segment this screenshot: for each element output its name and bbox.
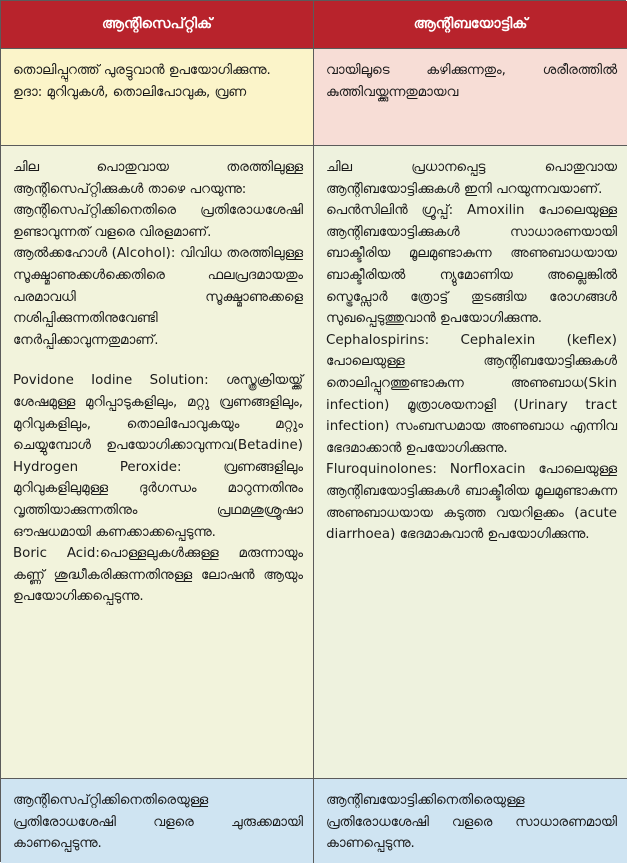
types-antibiotic-penicillin: പെൻസിലിൻ ഗ്രൂപ്പ്: Amoxilin പോലെയുള്ള ആന്റിബയോട്ടിക്കുകൾ സാധാരണയായി ബാക്ടീരിയ മൂലമുണ്ടാകുന്ന അണുബാധയായ ബാക്ടീരിയൽ ന്യുമോണിയ അല്ലെങ്കിൽ സ്ട്രെപ്സോർ ത്രോട്ട് തുടങ്ങിയ രോഗങ്ങൾ സുഖപ്പെടുത്തുവാൻ ഉപയോഗിക്കുന്നു. xyxy=(326,203,617,327)
types-antiseptic-intro: ചില പൊതുവായ തരത്തിലുള്ള ആന്റിസെപ്റ്റിക്കുകൾ താഴെ പറയുന്നു: xyxy=(13,160,303,197)
paragraph-gap xyxy=(13,351,303,370)
usage-antibiotic-cell xyxy=(314,49,627,146)
resistance-antiseptic-cell xyxy=(1,779,314,863)
usage-antiseptic-cell xyxy=(1,49,314,146)
usage-antibiotic-text: വായിലൂടെ കഴിക്കുന്നതും, ശരീരത്തിൽ കുത്തിവയ്ക്കുന്നതുമായവ xyxy=(326,63,617,100)
types-antibiotic-cephalosporins: Cephalospirins: Cephalexin (keflex) പോലെയുള്ള ആന്റിബയോട്ടിക്കുകൾ തൊലിപ്പുറത്തുണ്ടാകുന്ന അണുബാധ(Skin infection) മൂത്രാശയനാളി (Urinary tract infection) സംബന്ധമായ അണുബാധ എന്നിവ ഭേദമാക്കാൻ ഉപയോഗിക്കുന്നു. xyxy=(326,332,617,456)
resistance-antibiotic-cell xyxy=(314,779,627,863)
types-antiseptic-resistance: ആന്റിസെപ്റ്റിക്കിനെതിരെ പ്രതിരോധശേഷി ഉണ്ടാവുന്നത് വളരെ വിരളമാണ്. xyxy=(13,203,303,240)
resistance-antiseptic-text: ആന്റിസെപ്റ്റിക്കിനെതിരെയുള്ള പ്രതിരോധശേഷി വളരെ ചുരുക്കമായി കാണപ്പെടുന്നു. xyxy=(13,793,303,852)
header-antibiotic: ആന്റിബയോട്ടിക് xyxy=(314,1,627,49)
types-antibiotic-cell xyxy=(314,146,627,779)
resistance-antibiotic-text: ആന്റിബയോട്ടിക്കിനെതിരെയുള്ള പ്രതിരോധശേഷി വളരെ സാധാരണമായി കാണപ്പെടുന്നു. xyxy=(326,793,617,852)
types-antibiotic-intro: ചില പ്രധാനപ്പെട്ട പൊതുവായ ആന്റിബയോട്ടിക്കുകൾ ഇനി പറയുന്നവയാണ്. xyxy=(326,160,617,197)
types-antiseptic-boric: Boric Acid:പൊള്ളലുകൾക്കുള്ള മരുന്നായും കണ്ണ് ശുദ്ധീകരിക്കുന്നതിനുള്ള ലോഷൻ ആയും ഉപയോഗിക്കപ്പെടുന്നു. xyxy=(13,546,303,605)
usage-antiseptic-example: ഉദാ: മുറിവുകൾ, തൊലിപോവുക, വ്രണ xyxy=(13,84,247,100)
usage-antiseptic-text: തൊലിപ്പുറത്ത് പുരട്ടുവാൻ ഉപയോഗിക്കുന്നു. xyxy=(13,63,271,78)
types-antiseptic-povidone: Povidone Iodine Solution: ശസ്ത്രക്രിയയ്ക്ക് ശേഷമുള്ള മുറിപ്പാടുകളിലും, മറ്റു വ്രണങ്ങളിലും, മുറിവുകളിലും, തൊലിപോവുകയും മറ്റും ചെയ്യുമ്പോൾ ഉപയോഗിക്കാവുന്നവ(Betadine) Hydrogen Peroxide: വ്രണങ്ങളിലും മുറിവുകളിലുമുള്ള ദുർഗന്ധം മാറുന്നതിനും വൃത്തിയാക്കുന്നതിനും പ്രഥമശുശ്രൂഷാ ഔഷധമായി കണക്കാക്കപ്പെടുന്നു. xyxy=(13,373,303,540)
types-antiseptic-alcohol: ആൽക്കഹോൾ (Alcohol): വിവിധ തരത്തിലുള്ള സൂക്ഷ്മാണുക്കൾക്കെതിരെ ഫലപ്രദമായതും പരമാവധി സൂക്ഷ്മാണുക്കളെ നശിപ്പിക്കുന്നതിനുവേണ്ടി നേർപ്പിക്കാവുന്നതുമാണ്. xyxy=(13,246,303,348)
header-antiseptic: ആന്റിസെപ്റ്റിക് xyxy=(1,1,314,49)
types-antibiotic-fluroquinolones: Fluroquinolones: Norfloxacin പോലെയുള്ള ആന്റിബയോട്ടിക്കുകൾ ബാക്ടീരിയ മൂലമുണ്ടാകുന്ന അണുബാധയായ കടുത്ത വയറിളക്കം (acute diarrhoea) ഭേദമാകുവാൻ ഉപയോഗിക്കുന്നു. xyxy=(326,462,617,543)
types-antiseptic-cell xyxy=(1,146,314,779)
